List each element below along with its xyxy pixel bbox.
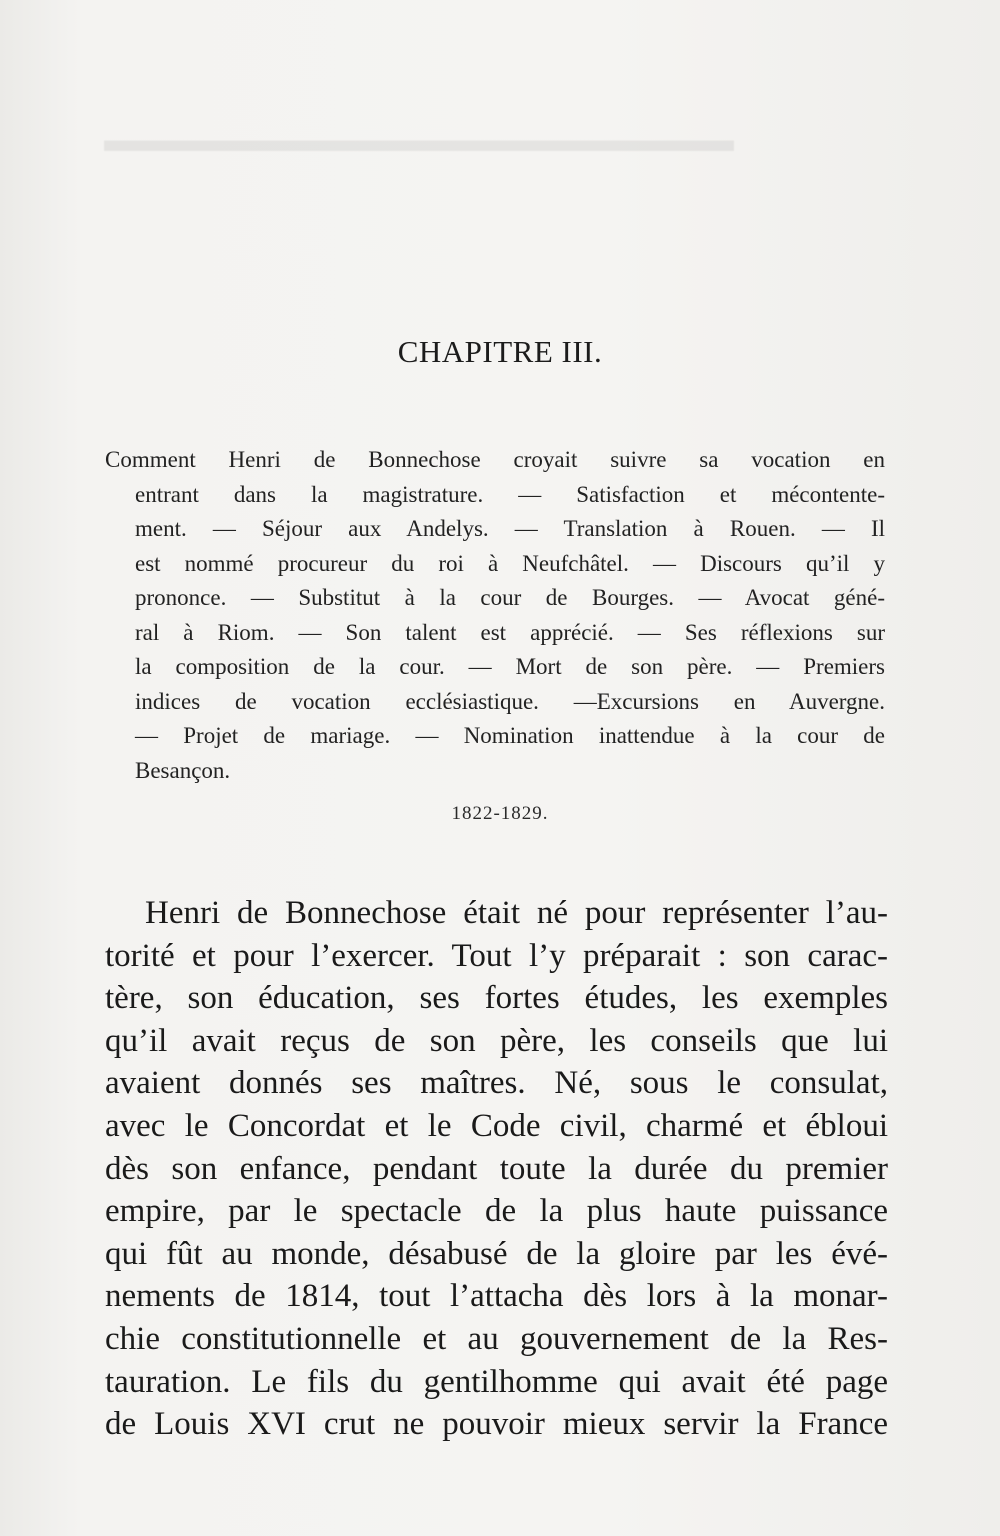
chapter-summary xyxy=(105,443,885,788)
summary-line: indices de vocation ecclésiastique. —Excursions en Auvergne. xyxy=(135,688,885,714)
body-line: nements de 1814, tout l’attacha dès lors à la monar- xyxy=(105,1278,888,1315)
body-line: torité et pour l’exercer. Tout l’y préparait : son carac- xyxy=(105,937,888,974)
body-line: qui fût au monde, désabusé de la gloire par les évé- xyxy=(105,1235,888,1272)
body-line: tauration. Le fils du gentilhomme qui avait été page xyxy=(105,1363,888,1400)
body-line: avaient donnés ses maîtres. Né, sous le consulat, xyxy=(105,1065,888,1102)
summary-line: Comment Henri de Bonnechose croyait suivre sa vocation en xyxy=(105,447,885,472)
show-through-texture: ▬▬▬▬▬▬▬▬▬▬▬▬▬▬▬▬▬▬ xyxy=(104,120,734,159)
body-line: Henri de Bonnechose était né pour représenter l’au- xyxy=(145,895,888,931)
body-line: avec le Concordat et le Code civil, charmé et ébloui xyxy=(105,1107,888,1144)
summary-line: entrant dans la magistrature. — Satisfaction et mécontente- xyxy=(135,481,885,507)
body-line: empire, par le spectacle de la plus haute puissance xyxy=(105,1193,888,1230)
summary-line: ral à Riom. — Son talent est apprécié. — Ses réflexions sur xyxy=(135,619,885,645)
summary-line: ment. — Séjour aux Andelys. — Translation à Rouen. — Il xyxy=(135,516,885,541)
body-line: de Louis XVI crut ne pouvoir mieux servir la France xyxy=(105,1406,888,1443)
summary-line: prononce. — Substitut à la cour de Bourges. — Avocat géné- xyxy=(135,585,885,610)
summary-line: la composition de la cour. — Mort de son père. — Premiers xyxy=(135,654,885,679)
body-line: qu’il avait reçus de son père, les conseils que lui xyxy=(105,1022,888,1059)
body-line: dès son enfance, pendant toute la durée du premier xyxy=(105,1150,888,1187)
summary-line: — Projet de mariage. — Nomination inattendue à la cour de xyxy=(135,723,885,748)
summary-line: est nommé procureur du roi à Neufchâtel. — Discours qu’il y xyxy=(135,550,885,576)
chapter-dates: 1822-1829. xyxy=(451,803,549,824)
body-paragraph xyxy=(105,892,888,1446)
chapter-title: CHAPITRE III. xyxy=(397,334,603,369)
body-line: chie constitutionnelle et au gouvernement de la Res- xyxy=(105,1320,888,1357)
summary-line: Besançon. xyxy=(135,757,231,783)
body-line: tère, son éducation, ses fortes études, les exemples xyxy=(105,980,888,1017)
